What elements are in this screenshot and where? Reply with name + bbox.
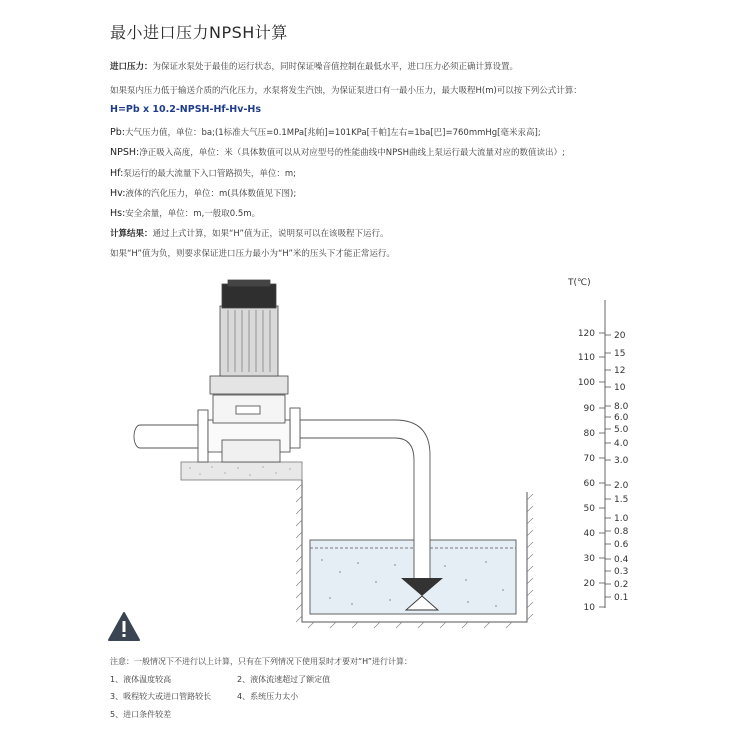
formula: H=Pb x 10.2-NPSH-Hf-Hv-Hs	[110, 104, 261, 115]
water-tank	[310, 540, 516, 614]
scale-label-pressure: 0.1	[614, 593, 629, 603]
def-text: 大气压力值，单位：ba;(1标准大气压=0.1MPa[兆帕]=101KPa[千帕]左右=1ba[巴]=760mmHg[毫米汞高];	[124, 128, 541, 138]
def-text: 液体的汽化压力，单位：m(具体数值见下图);	[125, 189, 297, 199]
scale-label-pressure: 8.0	[614, 402, 629, 412]
scale-label-pressure: 2.0	[614, 481, 629, 491]
def-label: Pb:	[110, 127, 125, 138]
scale-label-pressure: 6.0	[614, 413, 629, 423]
warning-icon	[108, 612, 140, 642]
note-item-3: 3、吸程较大或进口管路较长	[110, 692, 212, 701]
scale-label-temperature: 30	[583, 554, 595, 564]
scale-label-pressure: 0.8	[614, 527, 629, 537]
note-item-4: 4、系统压力太小	[237, 692, 299, 701]
def-label: NPSH:	[110, 147, 140, 158]
result-text: 通过上式计算，如果“H”值为正，说明泵可以在该吸程下运行。	[152, 229, 389, 239]
result-paragraph-2: 如果“H”值为负，则要求保证进口压力最小为“H”米的压头下才能正常运行。	[110, 249, 395, 259]
scale-label-temperature: 70	[583, 454, 595, 464]
intro-text: 为保证水泵处于最佳的运行状态，同时保证噪音值控制在最低水平，进口压力必须正确计算设置。	[152, 62, 519, 72]
scale-unit-label: T(℃)	[568, 278, 591, 288]
pump-illustration	[208, 280, 290, 462]
scale-label-pressure: 10	[614, 383, 626, 393]
def-text: 安全余量，单位：m,一般取0.5m。	[125, 209, 261, 219]
notes-heading: 注意：一般情况下不进行以上计算，只有在下列情况下使用泵时才要对“H”进行计算：	[110, 657, 413, 666]
scale-label-pressure: 12	[614, 366, 626, 376]
def-label: Hv:	[110, 188, 126, 199]
page-title: 最小进口压力NPSH计算	[110, 23, 288, 42]
scale-label-pressure: 1.5	[614, 495, 629, 505]
scale-label-pressure: 3.0	[614, 456, 629, 466]
def-label: Hs:	[110, 208, 126, 219]
scale-label-temperature: 100	[577, 378, 595, 388]
def-text: 净正吸入高度，单位：米（具体数值可以从对应型号的性能曲线中NPSH曲线上泵运行最大流量对应的数值读出）;	[139, 148, 565, 158]
scale-label-temperature: 120	[577, 329, 595, 339]
temperature-scale	[578, 300, 629, 613]
scale-label-temperature: 90	[583, 404, 595, 414]
def-label: Hf:	[110, 168, 124, 179]
scale-label-pressure: 0.6	[614, 540, 629, 550]
scale-label-temperature: 60	[583, 479, 595, 489]
scale-label-pressure: 1.0	[614, 514, 629, 524]
note-item-1: 1、液体温度较高	[110, 675, 172, 684]
scale-label-temperature: 10	[583, 603, 595, 613]
scale-label-pressure: 15	[614, 349, 626, 359]
scale-label-temperature: 50	[583, 504, 595, 514]
scale-label-temperature: 20	[583, 579, 595, 589]
scale-label-pressure: 5.0	[614, 425, 629, 435]
suction-paragraph: 如果泵内压力低于输送介质的汽化压力，水泵将发生汽蚀，为保证泵进口有一最小压力，最大吸程H(m)可以按下列公式计算：	[110, 86, 582, 96]
scale-label-temperature: 80	[583, 429, 595, 439]
scale-label-temperature: 110	[577, 353, 595, 363]
note-item-2: 2、液体流速超过了额定值	[237, 675, 331, 684]
result-label: 计算结果：	[110, 229, 153, 239]
scale-label-pressure: 4.0	[614, 439, 629, 449]
scale-label-pressure: 0.2	[614, 580, 629, 590]
ground-base	[181, 462, 302, 480]
def-text: 泵运行的最大流量下入口管路损失，单位：m;	[123, 169, 297, 179]
intro-label: 进口压力：	[110, 62, 153, 72]
scale-label-pressure: 0.3	[614, 567, 629, 577]
scale-label-temperature: 40	[583, 529, 595, 539]
scale-label-pressure: 0.4	[614, 555, 629, 565]
scale-label-pressure: 20	[614, 331, 626, 341]
note-item-5: 5、进口条件较差	[110, 710, 172, 719]
